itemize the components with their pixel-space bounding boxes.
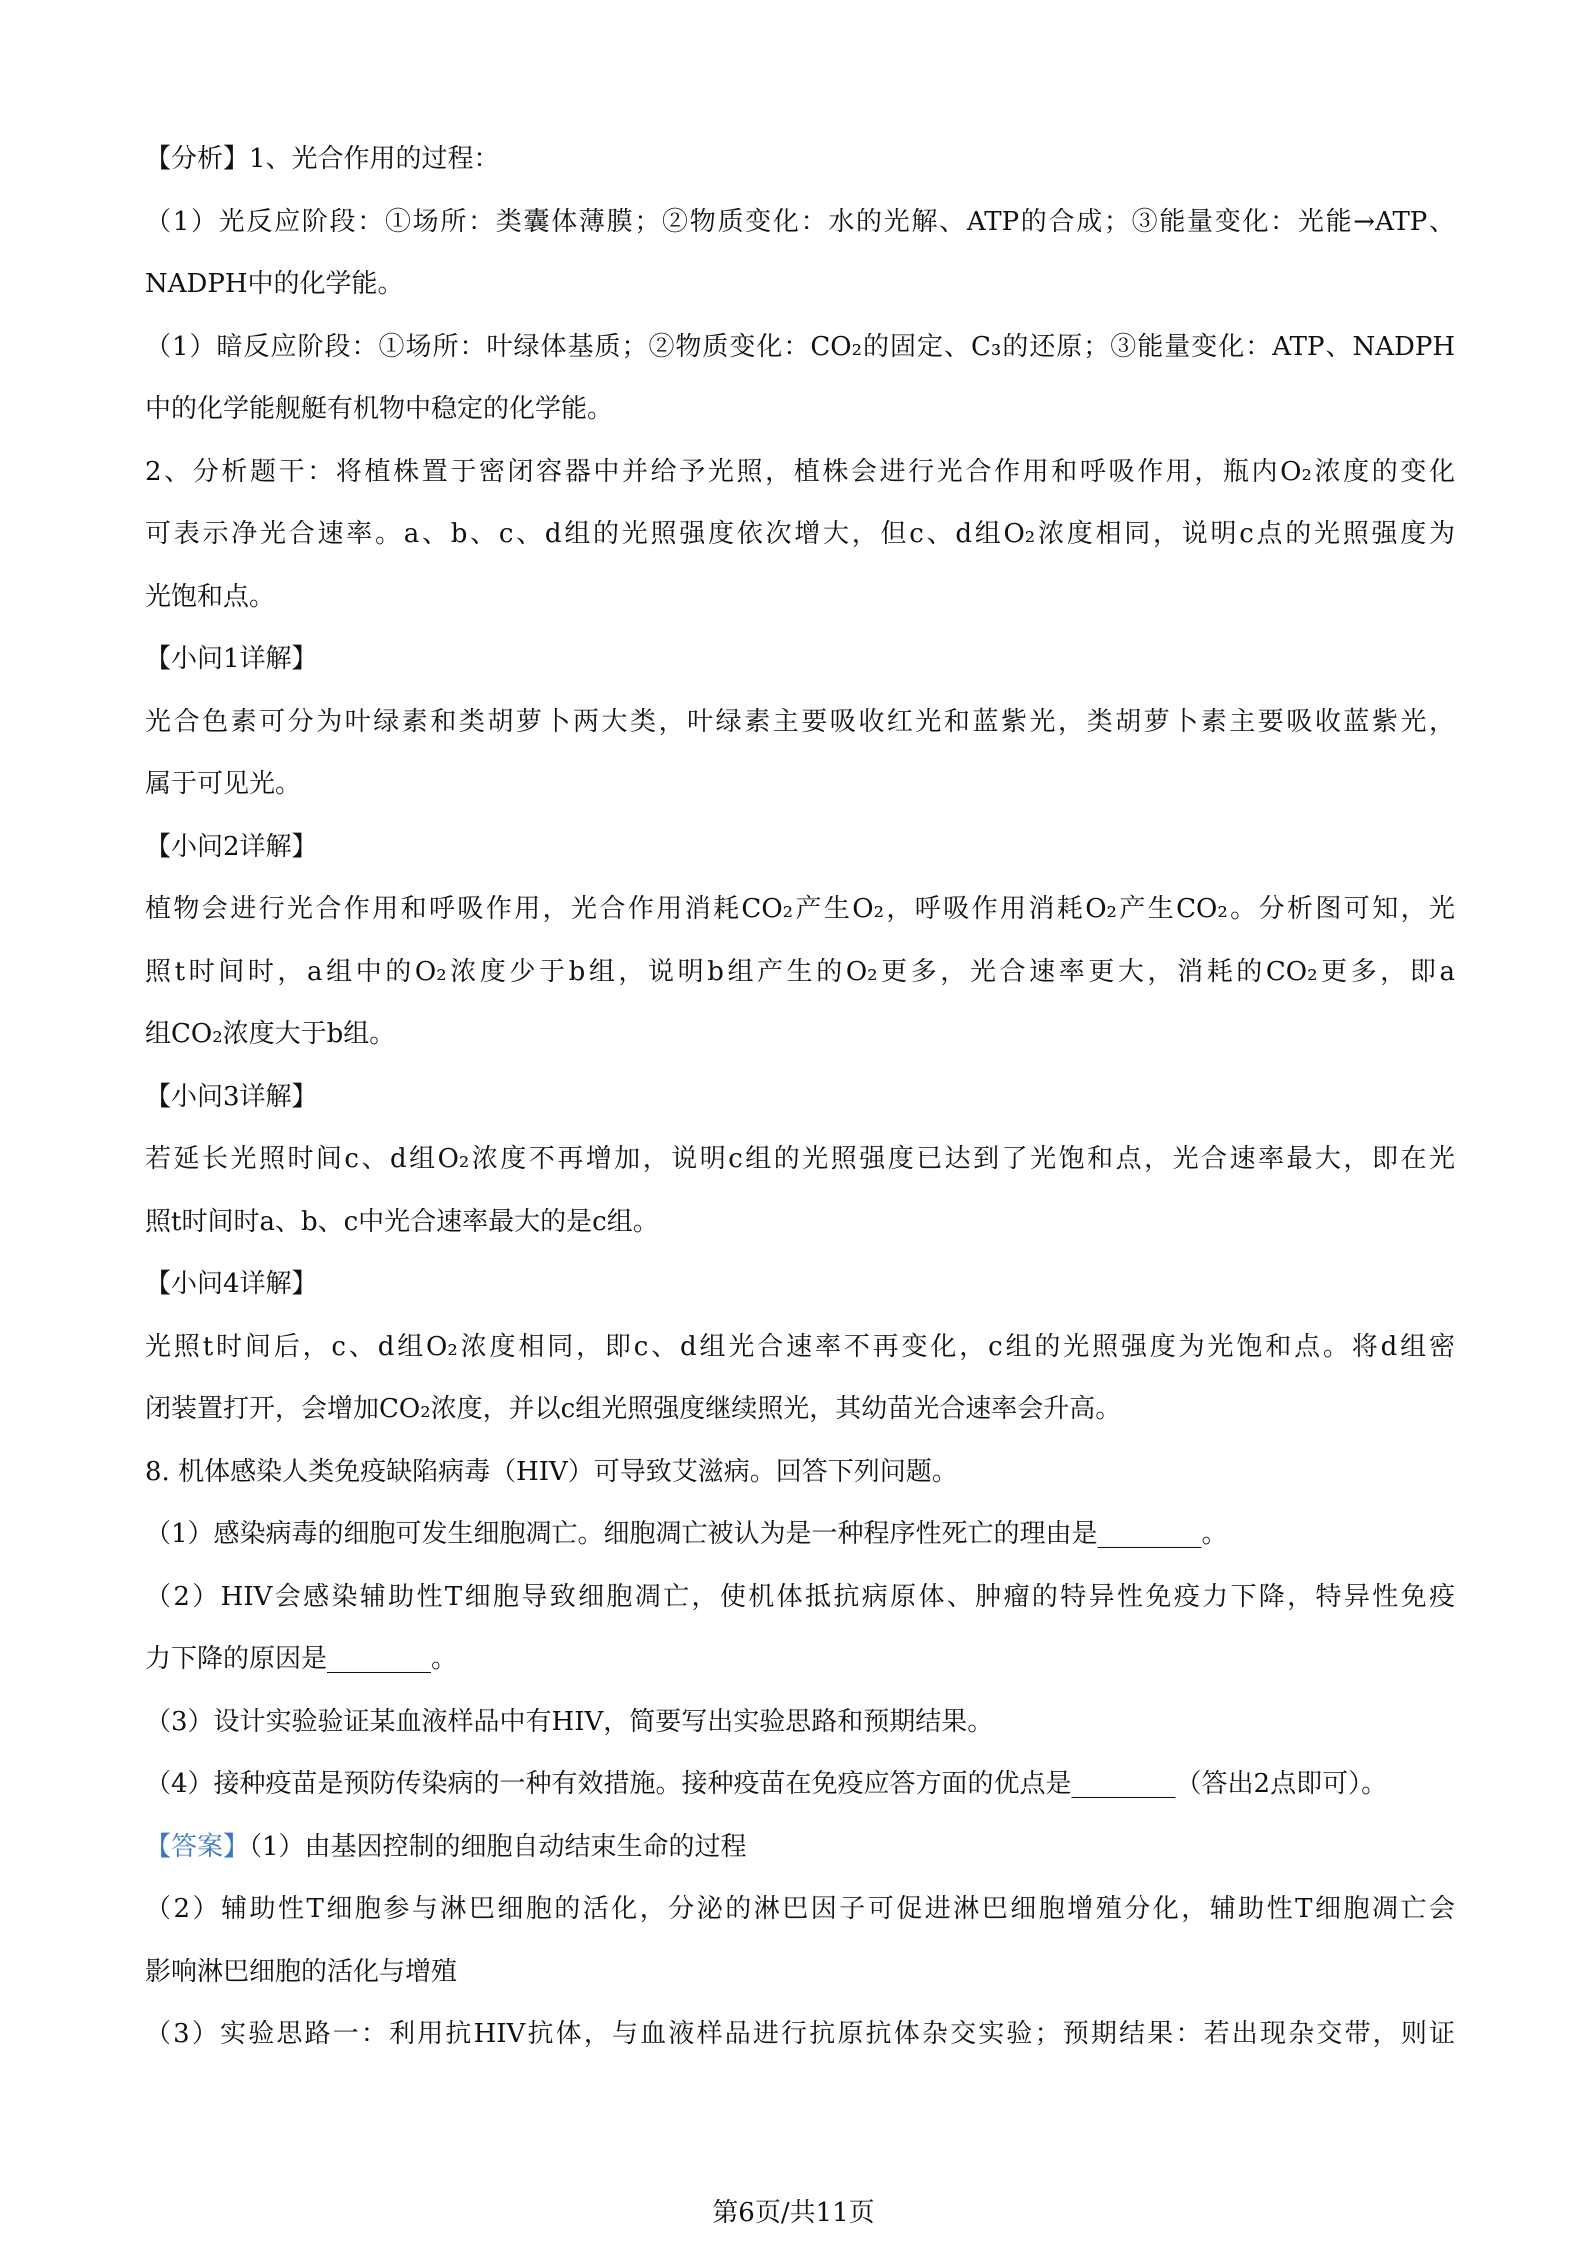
text-line [145,128,1455,191]
page-content [145,128,1455,2066]
text-line [145,1878,1455,1941]
line-text: 组CO₂浓度大于b组。 [145,1019,396,1049]
line-text: （3）实验思路一：利用抗HIV抗体，与血液样品进行抗原抗体杂交实验；预期结果：若出现杂交带，则证 [145,2019,1455,2049]
line-text: （2）辅助性T细胞参与淋巴细胞的活化，分泌的淋巴因子可促进淋巴细胞增殖分化，辅助性T细胞凋亡会 [145,1894,1455,1924]
text-line [145,878,1455,941]
line-text: 照t时间时，a组中的O₂浓度少于b组，说明b组产生的O₂更多，光合速率更大，消耗的CO₂更多，即a [145,956,1455,987]
line-text: （4）接种疫苗是预防传染病的一种有效措施。接种疫苗在免疫应答方面的优点是________（答出2点即可）。 [145,1769,1388,1799]
text-line [145,691,1455,754]
page-footer: 第6页/共11页 [712,2198,875,2228]
line-text: （1）光反应阶段：①场所：类囊体薄膜；②物质变化：水的光解、ATP的合成；③能量变化：光能→ATP、 [145,206,1455,237]
line-text: NADPH中的化学能。 [145,269,404,299]
text-line [145,753,1455,816]
text-line [145,1066,1455,1129]
text-line [145,1253,1455,1316]
text-line [145,378,1455,441]
line-text: 8. 机体感染人类免疫缺陷病毒（HIV）可导致艾滋病。回答下列问题。 [145,1456,958,1487]
text-line [145,1503,1455,1566]
line-text: （2）HIV会感染辅助性T细胞导致细胞凋亡，使机体抵抗病原体、肿瘤的特异性免疫力下降，特异性免疫 [145,1581,1455,1612]
text-line [145,628,1455,691]
text-line [145,1441,1455,1504]
text-line [145,1628,1455,1691]
text-line [145,1128,1455,1191]
line-text: 植物会进行光合作用和呼吸作用，光合作用消耗CO₂产生O₂，呼吸作用消耗O₂产生CO₂。分析图可知，光 [145,894,1455,924]
line-text: 【小问2详解】 [145,831,318,862]
line-text: 照t时间时a、b、c中光合速率最大的是c组。 [145,1206,659,1237]
line-text: 力下降的原因是________。 [145,1644,458,1674]
text-line [145,566,1455,629]
line-text: 【小问3详解】 [145,1081,318,1112]
line-text: 光合色素可分为叶绿素和类胡萝卜两大类，叶绿素主要吸收红光和蓝紫光，类胡萝卜素主要吸收蓝紫光， [145,706,1455,737]
line-text: （1）感染病毒的细胞可发生细胞凋亡。细胞凋亡被认为是一种程序性死亡的理由是________。 [145,1519,1228,1549]
text-line [145,1378,1455,1441]
text-line [145,1753,1455,1816]
line-text: 光饱和点。 [145,581,276,612]
text-line [145,1003,1455,1066]
text-line [145,816,1455,879]
text-line [145,1941,1455,2004]
text-line [145,503,1455,566]
line-text: 影响淋巴细胞的活化与增殖 [145,1956,458,1987]
text-line [145,441,1455,504]
line-text: （3）设计实验验证某血液样品中有HIV，简要写出实验思路和预期结果。 [145,1706,994,1737]
text-line [145,316,1455,379]
answer-label: 【答案】 [145,1831,250,1862]
text-line [145,941,1455,1004]
line-text: 若延长光照时间c、d组O₂浓度不再增加，说明c组的光照强度已达到了光饱和点，光合速率最大，即在光 [145,1144,1455,1174]
line-text: （1）暗反应阶段：①场所：叶绿体基质；②物质变化：CO₂的固定、C₃的还原；③能量变化：ATP、NADPH [145,331,1455,362]
text-line [145,1691,1455,1754]
line-text: 光照t时间后，c、d组O₂浓度相同，即c、d组光合速率不再变化，c组的光照强度为光饱和点。将d组密 [145,1331,1455,1362]
line-text: 【小问4详解】 [145,1269,318,1299]
text-line [145,1566,1455,1629]
text-line [145,2003,1455,2066]
line-text: 【小问1详解】 [145,644,318,674]
text-line [145,1191,1455,1254]
line-text: （1）由基因控制的细胞自动结束生命的过程 [249,1831,747,1862]
text-line [145,1316,1455,1379]
line-text: 2、分析题干：将植株置于密闭容器中并给予光照，植株会进行光合作用和呼吸作用，瓶内O₂浓度的变化 [145,456,1455,487]
line-text: 属于可见光。 [145,769,302,799]
line-text: 闭装置打开，会增加CO₂浓度，并以c组光照强度继续照光，其幼苗光合速率会升高。 [145,1394,1122,1424]
line-text: 中的化学能舰艇有机物中稳定的化学能。 [145,394,614,424]
line-text: 【分析】1、光合作用的过程： [145,144,500,174]
text-line [145,1816,1455,1879]
line-text: 可表示净光合速率。a、b、c、d组的光照强度依次增大，但c、d组O₂浓度相同，说明c点的光照强度为 [145,519,1455,549]
text-line [145,253,1455,316]
text-line [145,191,1455,254]
